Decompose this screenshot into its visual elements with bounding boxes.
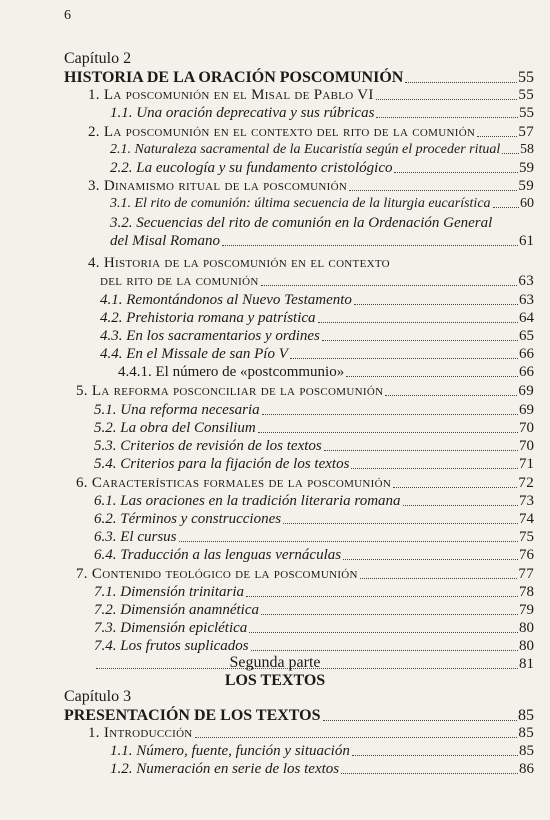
- toc-entry: [94, 457, 534, 472]
- entry-text: 5.3. Criterios de revisión de los textos: [94, 438, 322, 454]
- entry-text: 3.1. El rito de comunión: última secuencia de la liturgia eucarística: [110, 196, 491, 211]
- page-ref: 58: [520, 142, 534, 157]
- page-ref: 65: [519, 328, 534, 344]
- leader-dots: [290, 358, 518, 359]
- entry-text: 3.2. Secuencias del rito de comunión en la Ordenación General: [110, 215, 493, 231]
- leader-dots: [385, 395, 517, 396]
- leader-dots: [341, 773, 518, 774]
- leader-dots: [261, 614, 518, 615]
- leader-dots: [403, 505, 518, 506]
- leader-dots: [343, 559, 518, 560]
- entry-text: 4. Historia de la poscomunión en el contexto: [88, 255, 390, 271]
- page-ref: 57: [518, 124, 534, 140]
- page-ref: 66: [519, 364, 534, 380]
- toc-entry: [100, 329, 534, 344]
- toc-entry: [100, 311, 534, 326]
- toc-entry: [110, 762, 534, 777]
- chapter-2-label: Capítulo 2: [64, 50, 132, 67]
- page-ref: 85: [518, 707, 534, 724]
- entry-text: 6.2. Términos y construcciones: [94, 511, 282, 527]
- leader-dots: [346, 376, 518, 377]
- leader-dots: [261, 285, 518, 286]
- entry-text: 7.2. Dimensión anamnética: [94, 602, 259, 618]
- toc-entry: [88, 88, 534, 103]
- page-ref: 71: [519, 456, 534, 472]
- entry-text: 4.4.1. El número de «postcommunio»: [118, 364, 345, 380]
- toc-entry: [94, 530, 534, 545]
- page-ref: 69: [519, 402, 534, 418]
- page-ref: 79: [519, 602, 534, 618]
- toc-entry: [88, 125, 534, 140]
- toc-entry: [94, 548, 534, 563]
- page-ref: 75: [519, 529, 534, 545]
- toc-entry: [94, 439, 534, 454]
- toc-entry: [110, 234, 534, 249]
- leader-dots: [394, 172, 518, 173]
- leader-dots: [195, 737, 518, 738]
- toc-entry: [94, 585, 534, 600]
- toc-entry: [110, 143, 534, 157]
- page-ref: 76: [519, 547, 534, 563]
- page-number: 6: [64, 8, 71, 23]
- page-ref: 59: [518, 178, 534, 194]
- leader-dots: [393, 487, 517, 488]
- leader-dots: [262, 414, 518, 415]
- page-ref: 81: [519, 656, 534, 672]
- page-ref: 74: [519, 511, 534, 527]
- leader-dots: [502, 153, 519, 154]
- page-ref: 60: [520, 196, 534, 211]
- entry-text: 7.1. Dimensión trinitaria: [94, 584, 245, 600]
- entry-text: 4.2. Prehistoria romana y patrística: [100, 310, 316, 326]
- toc-entry: [88, 256, 534, 271]
- leader-dots: [493, 207, 519, 208]
- toc-entry: [76, 567, 534, 582]
- entry-text: 1.1. Una oración deprecativa y sus rúbricas: [110, 105, 375, 121]
- leader-dots: [352, 755, 518, 756]
- leader-dots: [322, 340, 518, 341]
- toc-entry: [110, 106, 534, 121]
- entry-text: 5. La reforma posconciliar de la poscomunión: [76, 383, 384, 399]
- page-ref: 66: [519, 346, 534, 362]
- toc-entry: [94, 621, 534, 636]
- toc-entry: [76, 476, 534, 491]
- page-ref: 61: [519, 233, 534, 249]
- page-ref: 72: [518, 475, 534, 491]
- chapter-2-title: HISTORIA DE LA ORACIÓN POSCOMUNIÓN: [64, 69, 404, 86]
- entry-text: 7.3. Dimensión epiclética: [94, 620, 248, 636]
- entry-text: 6.4. Traducción a las lenguas vernáculas: [94, 547, 342, 563]
- toc-entry: [110, 161, 534, 176]
- entry-text: 1. Introducción: [88, 725, 193, 741]
- entry-text: 5.4. Criterios para la fijación de los textos: [94, 456, 350, 472]
- toc-entry: [110, 197, 534, 211]
- toc-entry: [94, 494, 534, 509]
- toc-entry: [88, 726, 534, 741]
- entry-text: 4.4. En el Missale de san Pío V: [100, 346, 288, 362]
- leader-dots: [376, 117, 518, 118]
- toc-entry: [94, 639, 534, 654]
- toc-entry: [94, 421, 534, 436]
- page-ref: 64: [519, 310, 534, 326]
- page-ref: 69: [518, 383, 534, 399]
- entry-text: 7. Contenido teológico de la poscomunión: [76, 566, 358, 582]
- leader-dots: [249, 632, 518, 633]
- entry-text: 6.3. El cursus: [94, 529, 177, 545]
- part-2-title: LOS TEXTOS: [224, 672, 326, 689]
- page-ref: 59: [519, 160, 534, 176]
- toc-entry: [88, 179, 534, 194]
- entry-text: 5.2. La obra del Consilium: [94, 420, 256, 436]
- page-ref: 85: [519, 743, 534, 759]
- page-ref: 55: [518, 69, 534, 86]
- page-ref: 55: [519, 105, 534, 121]
- leader-dots: [283, 523, 518, 524]
- leader-dots: [351, 468, 518, 469]
- leader-dots: [360, 578, 518, 579]
- page-ref: 80: [519, 620, 534, 636]
- page-ref: 63: [518, 273, 534, 289]
- page-ref: 80: [519, 638, 534, 654]
- entry-text: 1. La poscomunión en el Misal de Pablo VI: [88, 87, 374, 103]
- leader-dots: [405, 82, 517, 83]
- entry-text: 7.4. Los frutos suplicados: [94, 638, 249, 654]
- leader-dots: [354, 304, 518, 305]
- entry-text: 2. La poscomunión en el contexto del rito de la comunión: [88, 124, 476, 140]
- entry-text: del Misal Romano: [110, 233, 220, 249]
- toc-entry: [100, 293, 534, 308]
- leader-dots: [251, 650, 518, 651]
- page-ref: 85: [518, 725, 534, 741]
- leader-dots: [222, 245, 518, 246]
- page-ref: 86: [519, 761, 534, 777]
- leader-dots: [349, 190, 517, 191]
- page-ref: 55: [518, 87, 534, 103]
- leader-dots: [318, 322, 518, 323]
- leader-dots: [258, 432, 518, 433]
- leader-dots: [376, 99, 518, 100]
- leader-dots: [323, 720, 517, 721]
- page-ref: 70: [519, 438, 534, 454]
- entry-text: 2.2. La eucología y su fundamento cristológico: [110, 160, 393, 176]
- chapter-2-title-line: [64, 70, 534, 86]
- toc-entry: [110, 216, 534, 231]
- entry-text: 3. Dinamismo ritual de la poscomunión: [88, 178, 348, 194]
- entry-text: 2.1. Naturaleza sacramental de la Eucaristía según el proceder ritual: [110, 142, 501, 157]
- toc-entry: [100, 274, 534, 289]
- page-ref: 63: [519, 292, 534, 308]
- toc-entry: [94, 512, 534, 527]
- part-2-label: Segunda parte: [229, 654, 321, 671]
- toc-entry: [76, 384, 534, 399]
- chapter-3-label: Capítulo 3: [64, 688, 132, 705]
- entry-text: 1.1. Número, fuente, función y situación: [110, 743, 350, 759]
- entry-text: 5.1. Una reforma necesaria: [94, 402, 260, 418]
- entry-text: 6. Características formales de la poscomunión: [76, 475, 392, 491]
- leader-dots: [324, 450, 518, 451]
- entry-text: 1.2. Numeración en serie de los textos: [110, 761, 340, 777]
- toc-entry: [118, 365, 534, 380]
- toc-entry: [94, 403, 534, 418]
- toc-entry: [100, 347, 534, 362]
- page-ref: 73: [519, 493, 534, 509]
- entry-text: del rito de la comunión: [100, 273, 259, 289]
- leader-dots: [179, 541, 519, 542]
- chapter-3-title-line: [64, 708, 534, 724]
- chapter-3-title: PRESENTACIÓN DE LOS TEXTOS: [64, 707, 321, 724]
- entry-text: 6.1. Las oraciones en la tradición literaria romana: [94, 493, 401, 509]
- page-ref: 77: [518, 566, 534, 582]
- page-ref: 78: [519, 584, 534, 600]
- leader-dots: [246, 596, 518, 597]
- leader-dots: [477, 136, 517, 137]
- entry-text: 4.1. Remontándonos al Nuevo Testamento: [100, 292, 352, 308]
- toc-entry: [110, 744, 534, 759]
- entry-text: 4.3. En los sacramentarios y ordines: [100, 328, 320, 344]
- page-ref: 70: [519, 420, 534, 436]
- toc-entry: [94, 603, 534, 618]
